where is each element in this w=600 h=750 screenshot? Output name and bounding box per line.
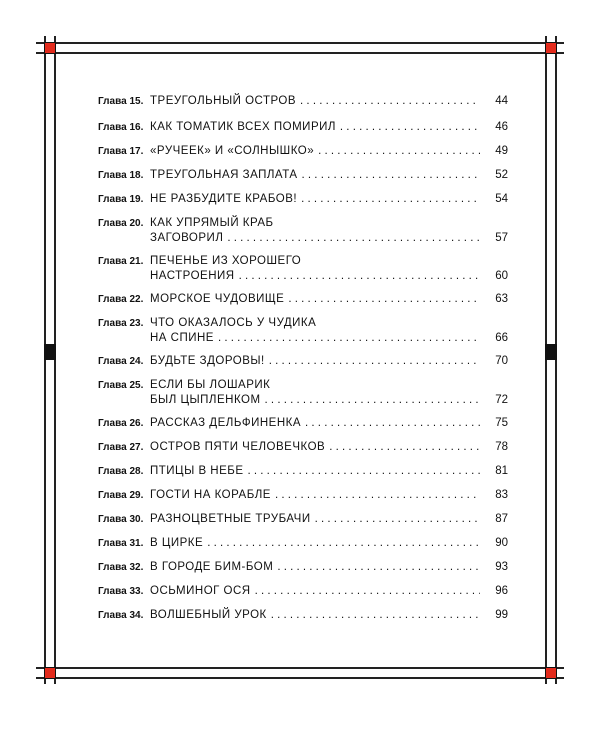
chapter-label: Глава 28. bbox=[98, 466, 144, 477]
page-number: 66 bbox=[495, 332, 508, 344]
page-number: 78 bbox=[495, 441, 508, 453]
corner-square-top-left bbox=[44, 42, 56, 54]
dot-leader bbox=[239, 269, 480, 284]
chapter-title: «РУЧЕЕК» И «СОЛНЫШКО» bbox=[150, 145, 315, 157]
page-number: 60 bbox=[495, 270, 508, 282]
chapter-title: КАК УПРЯМЫЙ КРАБ bbox=[150, 217, 274, 229]
corner-square-bottom-left bbox=[44, 667, 56, 679]
page-number: 90 bbox=[495, 537, 508, 549]
chapter-label: Глава 23. bbox=[98, 318, 144, 329]
dot-leader bbox=[300, 94, 480, 109]
dot-leader bbox=[275, 488, 480, 503]
chapter-title: ТРЕУГОЛЬНЫЙ ОСТРОВ bbox=[150, 95, 297, 107]
chapter-label: Глава 33. bbox=[98, 586, 144, 597]
page-number: 75 bbox=[495, 417, 508, 429]
chapter-label: Глава 18. bbox=[98, 170, 144, 181]
page-number: 72 bbox=[495, 394, 508, 406]
chapter-title-continued: ЗАГОВОРИЛ bbox=[150, 232, 224, 244]
chapter-title: РАССКАЗ ДЕЛЬФИНЕНКА bbox=[150, 417, 302, 429]
dot-leader bbox=[265, 393, 480, 408]
page-number: 57 bbox=[495, 232, 508, 244]
toc-entry bbox=[98, 94, 508, 109]
page-number: 81 bbox=[495, 465, 508, 477]
chapter-title: В ГОРОДЕ БИМ-БОМ bbox=[150, 561, 274, 573]
chapter-title: ЧТО ОКАЗАЛОСЬ У ЧУДИКА bbox=[150, 317, 317, 329]
toc-entry bbox=[98, 608, 508, 623]
dot-leader bbox=[301, 192, 480, 207]
chapter-label: Глава 31. bbox=[98, 538, 144, 549]
toc-entry bbox=[98, 584, 508, 599]
chapter-label: Глава 16. bbox=[98, 122, 144, 133]
page-number: 83 bbox=[495, 489, 508, 501]
chapter-title: ПЕЧЕНЬЕ ИЗ ХОРОШЕГО bbox=[150, 255, 302, 267]
chapter-label: Глава 24. bbox=[98, 356, 144, 367]
page-number: 93 bbox=[495, 561, 508, 573]
chapter-title-continued: БЫЛ ЦЫПЛЕНКОМ bbox=[150, 394, 261, 406]
page-number: 63 bbox=[495, 293, 508, 305]
chapter-title-continued: НА СПИНЕ bbox=[150, 332, 214, 344]
page-number: 96 bbox=[495, 585, 508, 597]
toc-entry bbox=[98, 216, 508, 246]
corner-square-bottom-right bbox=[545, 667, 557, 679]
chapter-title: КАК ТОМАТИК ВСЕХ ПОМИРИЛ bbox=[150, 121, 336, 133]
dot-leader bbox=[248, 464, 481, 479]
dot-leader bbox=[277, 560, 480, 575]
toc-entry bbox=[98, 560, 508, 575]
chapter-title: ОСТРОВ ПЯТИ ЧЕЛОВЕЧКОВ bbox=[150, 441, 326, 453]
frame-left-line bbox=[44, 36, 46, 684]
page-number: 87 bbox=[495, 513, 508, 525]
frame-bottom-line bbox=[36, 677, 564, 679]
chapter-title: МОРСКОЕ ЧУДОВИЩЕ bbox=[150, 293, 285, 305]
chapter-label: Глава 27. bbox=[98, 442, 144, 453]
chapter-title: НЕ РАЗБУДИТЕ КРАБОВ! bbox=[150, 193, 298, 205]
frame-top-inner-line bbox=[36, 52, 564, 54]
chapter-label: Глава 34. bbox=[98, 610, 144, 621]
toc-entry bbox=[98, 440, 508, 455]
dot-leader bbox=[218, 331, 480, 346]
frame-right-inner-line bbox=[545, 36, 547, 684]
chapter-label: Глава 19. bbox=[98, 194, 144, 205]
toc-entry bbox=[98, 168, 508, 183]
dot-leader bbox=[227, 231, 480, 246]
toc-entry bbox=[98, 316, 508, 346]
dot-leader bbox=[340, 120, 480, 135]
toc-entry bbox=[98, 120, 508, 135]
chapter-label: Глава 21. bbox=[98, 256, 144, 267]
chapter-title: ПТИЦЫ В НЕБЕ bbox=[150, 465, 244, 477]
chapter-label: Глава 25. bbox=[98, 380, 144, 391]
frame-left-inner-line bbox=[54, 36, 56, 684]
dot-leader bbox=[269, 354, 480, 369]
dot-leader bbox=[305, 416, 480, 431]
chapter-label: Глава 30. bbox=[98, 514, 144, 525]
page-number: 70 bbox=[495, 355, 508, 367]
page-number: 49 bbox=[495, 145, 508, 157]
chapter-label: Глава 17. bbox=[98, 146, 144, 157]
frame-bottom-inner-line bbox=[36, 667, 564, 669]
frame-top-line bbox=[36, 42, 564, 44]
dot-leader bbox=[288, 292, 480, 307]
chapter-label: Глава 26. bbox=[98, 418, 144, 429]
toc-entry bbox=[98, 144, 508, 159]
chapter-title: В ЦИРКЕ bbox=[150, 537, 204, 549]
chapter-title: ГОСТИ НА КОРАБЛЕ bbox=[150, 489, 271, 501]
chapter-title: ВОЛШЕБНЫЙ УРОК bbox=[150, 609, 267, 621]
chapter-title: ТРЕУГОЛЬНАЯ ЗАПЛАТА bbox=[150, 169, 298, 181]
chapter-label: Глава 20. bbox=[98, 218, 144, 229]
dot-leader bbox=[315, 512, 480, 527]
corner-square-top-right bbox=[545, 42, 557, 54]
dot-leader bbox=[255, 584, 480, 599]
toc-entry bbox=[98, 536, 508, 551]
chapter-label: Глава 32. bbox=[98, 562, 144, 573]
chapter-title: БУДЬТЕ ЗДОРОВЫ! bbox=[150, 355, 265, 367]
chapter-title: РАЗНОЦВЕТНЫЕ ТРУБАЧИ bbox=[150, 513, 311, 525]
toc-entry bbox=[98, 488, 508, 503]
toc-entry bbox=[98, 464, 508, 479]
chapter-title: ОСЬМИНОГ ОСЯ bbox=[150, 585, 251, 597]
page-number: 54 bbox=[495, 193, 508, 205]
dot-leader bbox=[329, 440, 480, 455]
chapter-label: Глава 22. bbox=[98, 294, 144, 305]
toc-entry bbox=[98, 192, 508, 207]
toc-entry bbox=[98, 254, 508, 284]
chapter-title: ЕСЛИ БЫ ЛОШАРИК bbox=[150, 379, 271, 391]
page-number: 52 bbox=[495, 169, 508, 181]
toc-entry bbox=[98, 354, 508, 369]
side-square-right bbox=[545, 344, 557, 360]
page-number: 44 bbox=[495, 95, 508, 107]
dot-leader bbox=[271, 608, 480, 623]
page-number: 99 bbox=[495, 609, 508, 621]
page-number: 46 bbox=[495, 121, 508, 133]
dot-leader bbox=[207, 536, 480, 551]
dot-leader bbox=[318, 144, 480, 159]
toc-entry bbox=[98, 512, 508, 527]
chapter-label: Глава 29. bbox=[98, 490, 144, 501]
chapter-title-continued: НАСТРОЕНИЯ bbox=[150, 270, 235, 282]
toc-entry bbox=[98, 378, 508, 408]
side-square-left bbox=[44, 344, 56, 360]
frame-right-line bbox=[555, 36, 557, 684]
toc-entry bbox=[98, 292, 508, 307]
dot-leader bbox=[302, 168, 480, 183]
toc-entry bbox=[98, 416, 508, 431]
chapter-label: Глава 15. bbox=[98, 96, 144, 107]
